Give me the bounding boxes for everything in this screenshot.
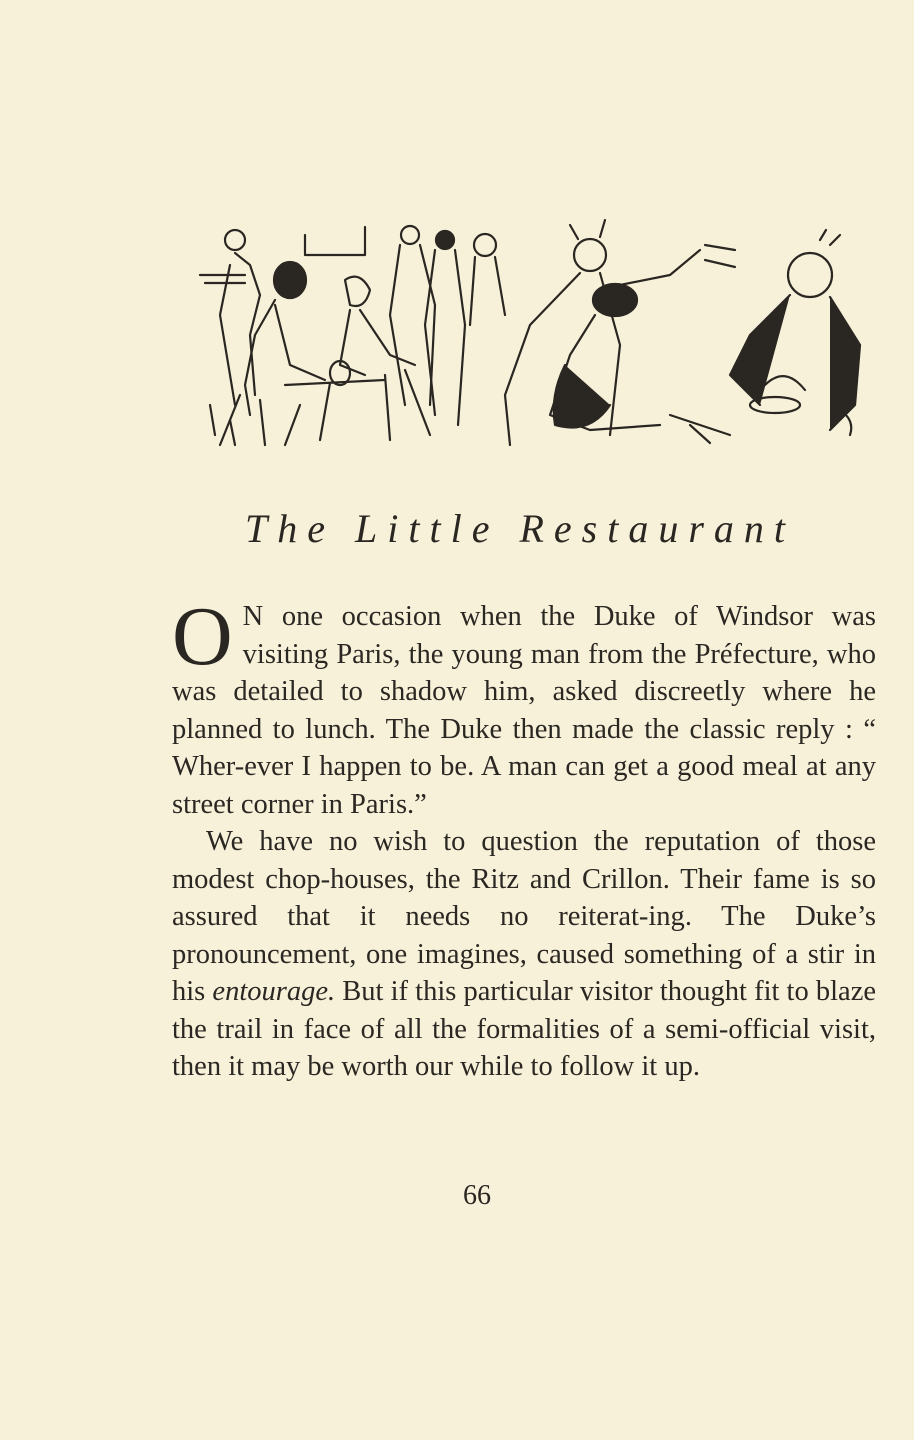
paragraph-2-text-before: We have no wish to question the reputation of those modest chop-houses, the Ritz and Crillon. Their fame is so assured that it needs no reiterat-ing. The Duke’s pronouncement, one imagines, caused something of a stir in his	[172, 826, 876, 1007]
page-number: 66	[463, 1180, 491, 1211]
restaurant-scene-illustration	[190, 205, 870, 455]
paragraph-2-emphasis: entourage.	[212, 976, 336, 1007]
body-text	[172, 590, 876, 1086]
paragraph-2	[172, 823, 876, 1086]
paragraph-1-text: N one occasion when the Duke of Windsor was visiting Paris, the young man from the Préfecture, who was detailed to shadow him, asked discreetly where he planned to lunch. The Duke then made the classic reply : “ Wher-ever I happen to be. A man can get a good meal at any street corner in Paris.”	[172, 601, 876, 820]
paragraph-1	[172, 590, 876, 823]
drop-cap: O	[172, 590, 233, 683]
paragraph-2-text-after: But if this particular visitor thought fit to blaze the trail in face of all the formalities of a semi-official visit, then it may be worth our while to follow it up.	[172, 976, 876, 1082]
chapter-title: The Little Restaurant	[245, 506, 795, 551]
